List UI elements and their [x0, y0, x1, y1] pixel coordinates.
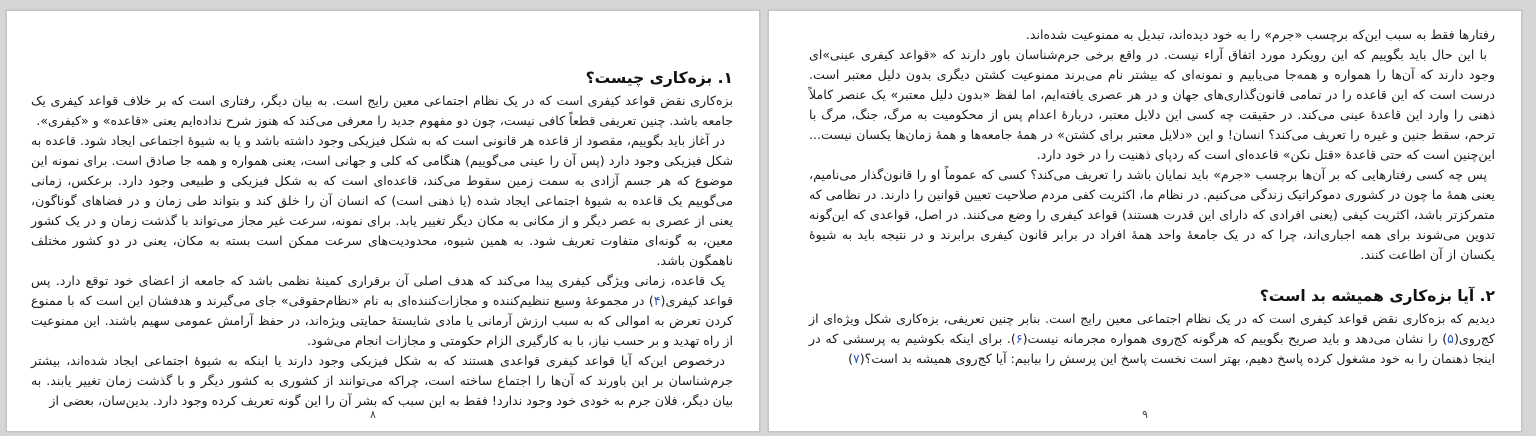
paragraph: بزه‌کاری نقض قواعد کیفری است که در یک نظام اجتماعی معین رایج است. به بیان دیگر، رفتاری است که بر خلاف قواعد کیفری یک جامعه باشد. چنین تعریفی قطعاً کافی نیست، چون دو مفهوم جدید را معرفی می‌کند که هنوز شرح نداده‌ایم یعنی «قاعده» و «کیفری».	[31, 93, 733, 128]
paragraph: پس چه کسی رفتارهایی که بر آن‌ها برچسب «جرم» باید نمایان باشد را تعریف می‌کند؟ کسی که عموماً او را قانون‌گذار می‌نامیم، یعنی همهٔ ما چون در کشوری دموکراتیک زندگی می‌کنیم. در نظام ما، اکثریت کفی مردم صلاحیت تعیین قوانین را دارند. در نظامی که متمرکزتر باشد، اکثریت کیفی (یعنی افرادی که دارای این قدرت هستند) قواعد کیفری را وضع می‌کنند. در اصل، قواعدی که این‌گونه تدوین می‌شوند برای همه اجباری‌اند، چرا که در یک جامعهٔ واحد همهٔ افراد در برابر قانون کیفری برابرند و در نتیجه باید به شیوهٔ یکسان از آن اطاعت کنند.	[809, 167, 1495, 262]
section-1-heading: ۱. بزه‌کاری چیست؟	[585, 69, 733, 87]
paragraph: درخصوص این‌که آیا قواعد کیفری قواعدی هستند که به شکل فیزیکی وجود دارند یا اینکه به شیوهٔ اجتماعی ایجاد شده‌اند، بیشتر جرم‌شناسان بر این باورند که آن‌ها را اجتماع ساخته است، چراکه می‌توانند از کشوری به کشور دیگر و با گذشت زمان تغییر یابند. به بیان دیگر، فلان جرم به خودی خود وجود ندارد! فقط به این سبب که بشر آن را این گونه تعریف کرده وجود دارد. بدین‌سان، بعضی از	[31, 353, 733, 408]
footnote-ref-5[interactable]: ۵	[1447, 331, 1454, 346]
section-gap	[809, 265, 1495, 285]
page-9	[768, 10, 1522, 432]
footnote-ref-4[interactable]: ۴	[653, 293, 661, 308]
page-8	[6, 10, 760, 432]
page-8-content	[31, 67, 733, 411]
footnote-ref-7[interactable]: ۷	[852, 351, 860, 366]
page-number: ۸	[370, 408, 376, 421]
paragraph: یک قاعده، زمانی ویژگی کیفری پیدا می‌کند که هدف اصلی آن برقراری کمینهٔ نظمی باشد که جامعه از اعضای خود توقع دارد. پس قواعد کیفری(۴) در مجموعهٔ وسیع تنظیم‌کننده و مجازات‌کننده‌ای به نام «نظام‌حقوقی» جای می‌گیرند و هدفشان این است که با ممنوع کردن تعرض به اموالی که به سبب ارزش آرمانی یا مادی شایستهٔ حمایتی ویژه‌اند، در حفظ آرامش عمومی سهیم باشند. این ممنوعیت از راه تهدید و بر حسب نیاز، با به کارگیری الزام حکومتی و مجازات انجام می‌شود.	[31, 273, 733, 348]
page-9-content	[809, 25, 1495, 369]
section-2-heading: ۲. آیا بزه‌کاری همیشه بد است؟	[1259, 287, 1495, 305]
footnote-ref-6[interactable]: ۶	[1015, 331, 1023, 346]
paragraph: با این حال باید بگوییم که این رویکرد مورد اتفاق آراء نیست. در واقع برخی جرم‌شناسان باور دارند که «قواعد کیفری عینی»ای وجود دارند که آن‌ها را همواره و همه‌جا می‌یابیم و نمونه‌ای که بیشتر نام می‌برند ممنوعیت کشتن دیگری بدون دلیل معتبر است. درست است که این قاعده را در تمامی قانون‌گذاری‌های جهان و در هر عصری یافته‌ایم، اما لفظ «بدون دلیل معتبر» یک عنصر کاملاً ذهنی را وارد این قاعدهٔ عینی می‌کند. در حقیقت چه کسی این دلایل معتبر، دربارهٔ اعدام پس از محکومیت به مرگ، جنگ، مرگ با ترحم، سقط جنین و غیره را تعریف می‌کند؟ انسان! و این «دلایل معتبر برای کشتن» در همهٔ جامعه‌ها و همهٔ زمان‌ها یکسان نیست... این‌چنین است که حتی قاعدهٔ «قتل نکن» قاعده‌ای است که ردپای ذهنیت را در خود دارد.	[809, 47, 1495, 162]
paragraph: در آغاز باید بگوییم، مقصود از قاعده هر قانونی است که به شکل فیزیکی وجود داشته باشد و یا به شیوهٔ اجتماعی ایجاد شود. قاعده به شکل فیزیکی وجود دارد (پس آن را عینی می‌گوییم) هنگامی که کلی و جهانی است، یعنی همواره و همه جا صادق است. برای نمونه این موضوع که هر جسم آزادی به سمت زمین سقوط می‌کند، قاعده‌ای است که به شکل فیزیکی و طبیعی وجود دارد. برعکس، زمانی می‌گوییم یک قاعده به شیوهٔ اجتماعی ایجاد شده (یا ذهنی است) که انسان آن را خلق کند و بتواند طی زمان و در فضاهای گوناگون، یعنی از عصری به عصر دیگر و از مکانی به مکان دیگر تغییر یابد. برای نمونه، سرعت غیر مجاز می‌تواند با گذشت زمان و در یک کشور معین، به گونه‌ای متفاوت تعریف شود. به همین شیوه، محدودیت‌های سرعت ممکن است بسته به مکان، یعنی در دو کشور مختلف ناهمگون باشد.	[31, 133, 733, 268]
paragraph: دیدیم که بزه‌کاری نقض قواعد کیفری است که در یک نظام اجتماعی معین رایج است. بنابر چنین تعریفی، بزه‌کاری شکل ویژه‌ای از کج‌روی(۵) را نشان می‌دهد و باید صریح بگوییم که هرگونه کج‌روی همواره مجرمانه نیست(۶). برای اینکه بکوشیم به پرسشی که در اینجا ذهنمان را به خود مشغول کرده پاسخ دهیم، بهتر است نخست پاسخ این پرسش را بیابیم: آیا کج‌روی همیشه بد است؟(۷)	[809, 311, 1495, 366]
paragraph: رفتارها فقط به سبب این‌که برچسب «جرم» را به خود دیده‌اند، تبدیل به ممنوعیت شده‌اند.	[1025, 27, 1495, 42]
page-number: ۹	[1142, 408, 1148, 421]
